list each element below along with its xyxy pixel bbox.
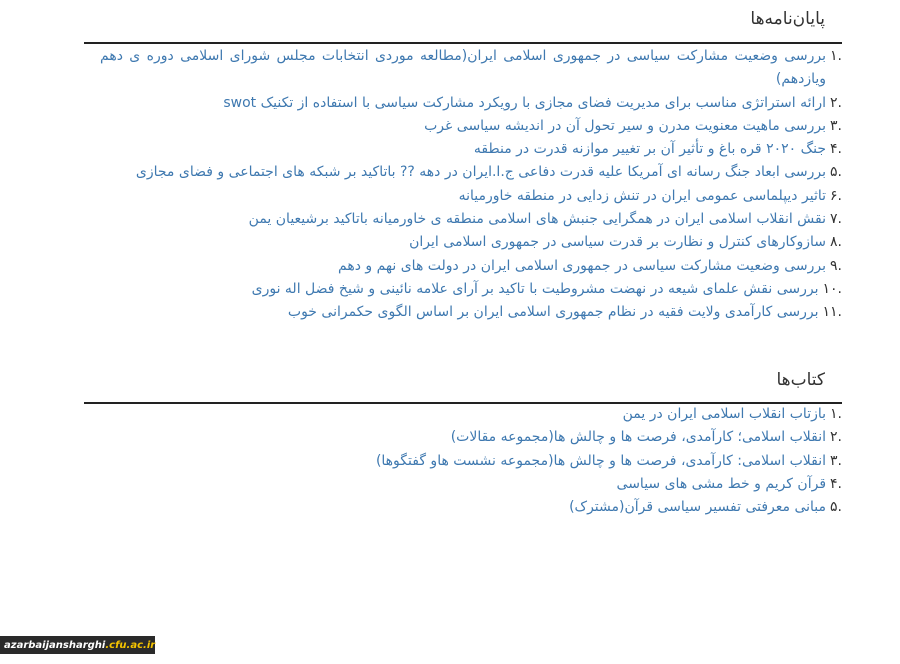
item-number: .۶ xyxy=(830,187,842,204)
thesis-item[interactable] xyxy=(100,92,842,115)
thesis-item[interactable] xyxy=(100,138,842,161)
item-number: .۵ xyxy=(830,499,842,516)
item-link[interactable]: نقش انقلاب اسلامی ایران در همگرایی جنبش های اسلامی منطقه ی خاورمیانه باتاکید برشیعیان یمن xyxy=(248,211,827,228)
item-number: .۴ xyxy=(830,141,842,158)
item-link[interactable]: بررسی کارآمدی ولایت فقیه در نظام جمهوری اسلامی ایران بر اساس الگوی حکمرانی خوب xyxy=(287,304,819,321)
thesis-item[interactable] xyxy=(100,45,842,92)
item-number: .۲ xyxy=(830,94,842,111)
item-number: .۲ xyxy=(830,429,842,446)
item-number: .۷ xyxy=(830,211,842,228)
item-number: .۱ xyxy=(830,48,842,64)
item-link[interactable]: ارائه استراتژی مناسب برای مدیریت فضای مجازی با رویکرد مشارکت سیاسی با استفاده از تکنیک swot xyxy=(223,94,827,111)
books-list xyxy=(100,403,842,519)
book-item[interactable] xyxy=(100,496,842,519)
item-number: .۱۰ xyxy=(822,280,842,297)
item-number: .۸ xyxy=(830,234,842,251)
item-number: .۱۱ xyxy=(822,304,842,321)
item-link[interactable]: انقلاب اسلامی؛ کارآمدی، فرصت ها و چالش ها(مجموعه مقالات) xyxy=(450,429,827,446)
thesis-item[interactable] xyxy=(100,161,842,184)
item-link[interactable]: مبانی معرفتی تفسیر سیاسی قرآن(مشترک) xyxy=(569,499,827,516)
item-link[interactable]: بررسی نقش علمای شیعه در نهضت مشروطیت با تاکید بر آرای علامه نائینی و شیخ فضل اله نوری xyxy=(251,280,819,297)
item-link[interactable]: بازتاب انقلاب اسلامی ایران در یمن xyxy=(622,406,827,422)
item-link[interactable]: بررسی ابعاد جنگ رسانه ای آمریکا علیه قدرت دفاعی ج.ا.ایران در دهه ?? باتاکید بر شبکه های اجتماعی و فضای مجازی xyxy=(135,164,827,181)
item-link[interactable]: بررسی ماهیت معنویت مدرن و سیر تحول آن در اندیشه سیاسی غرب xyxy=(424,117,827,134)
thesis-item[interactable] xyxy=(100,115,842,138)
item-number: .۱ xyxy=(830,406,842,422)
item-number: .۹ xyxy=(830,257,842,274)
thesis-item[interactable] xyxy=(100,185,842,208)
item-link[interactable]: سازوکارهای کنترل و نظارت بر قدرت سیاسی در جمهوری اسلامی ایران xyxy=(409,234,827,251)
theses-heading: پایان‌نامه‌ها xyxy=(750,9,825,29)
site-domain: .cfu.ac.ir xyxy=(105,639,156,651)
theses-list xyxy=(100,45,842,325)
thesis-item[interactable] xyxy=(100,278,842,301)
item-link[interactable]: بررسی وضعیت مشارکت سیاسی در جمهوری اسلامی ایران در دولت های نهم و دهم xyxy=(338,257,827,274)
item-number: .۵ xyxy=(830,164,842,181)
thesis-item[interactable] xyxy=(100,255,842,278)
book-item[interactable] xyxy=(100,450,842,473)
book-item[interactable] xyxy=(100,426,842,449)
thesis-item[interactable] xyxy=(100,301,842,324)
thesis-item[interactable] xyxy=(100,208,842,231)
item-number: .۳ xyxy=(830,452,842,469)
book-item[interactable] xyxy=(100,473,842,496)
book-item[interactable] xyxy=(100,403,842,426)
item-link[interactable]: انقلاب اسلامی: کارآمدی، فرصت ها و چالش ها(مجموعه نشست هاو گفتگوها) xyxy=(375,452,827,469)
item-link[interactable]: جنگ ۲۰۲۰ قره باغ و تأثیر آن بر تغییر موازنه قدرت در منطقه xyxy=(473,141,827,158)
item-link[interactable]: بررسی وضعیت مشارکت سیاسی در جمهوری اسلامی ایران(مطالعه موردی انتخابات مجلس شورای اسلامی دوره ی دهم ویازدهم) xyxy=(100,48,827,88)
site-watermark xyxy=(0,636,155,654)
books-heading: کتاب‌ها xyxy=(776,370,825,390)
theses-divider xyxy=(84,42,842,44)
item-link[interactable]: تاثیر دیپلماسی عمومی ایران در تنش زدایی در منطقه خاورمیانه xyxy=(458,187,827,204)
item-number: .۳ xyxy=(830,117,842,134)
item-number: .۴ xyxy=(830,475,842,492)
site-name: azarbaijansharghi xyxy=(4,639,106,651)
thesis-item[interactable] xyxy=(100,231,842,254)
item-link[interactable]: قرآن کریم و خط مشی های سیاسی xyxy=(616,475,827,492)
